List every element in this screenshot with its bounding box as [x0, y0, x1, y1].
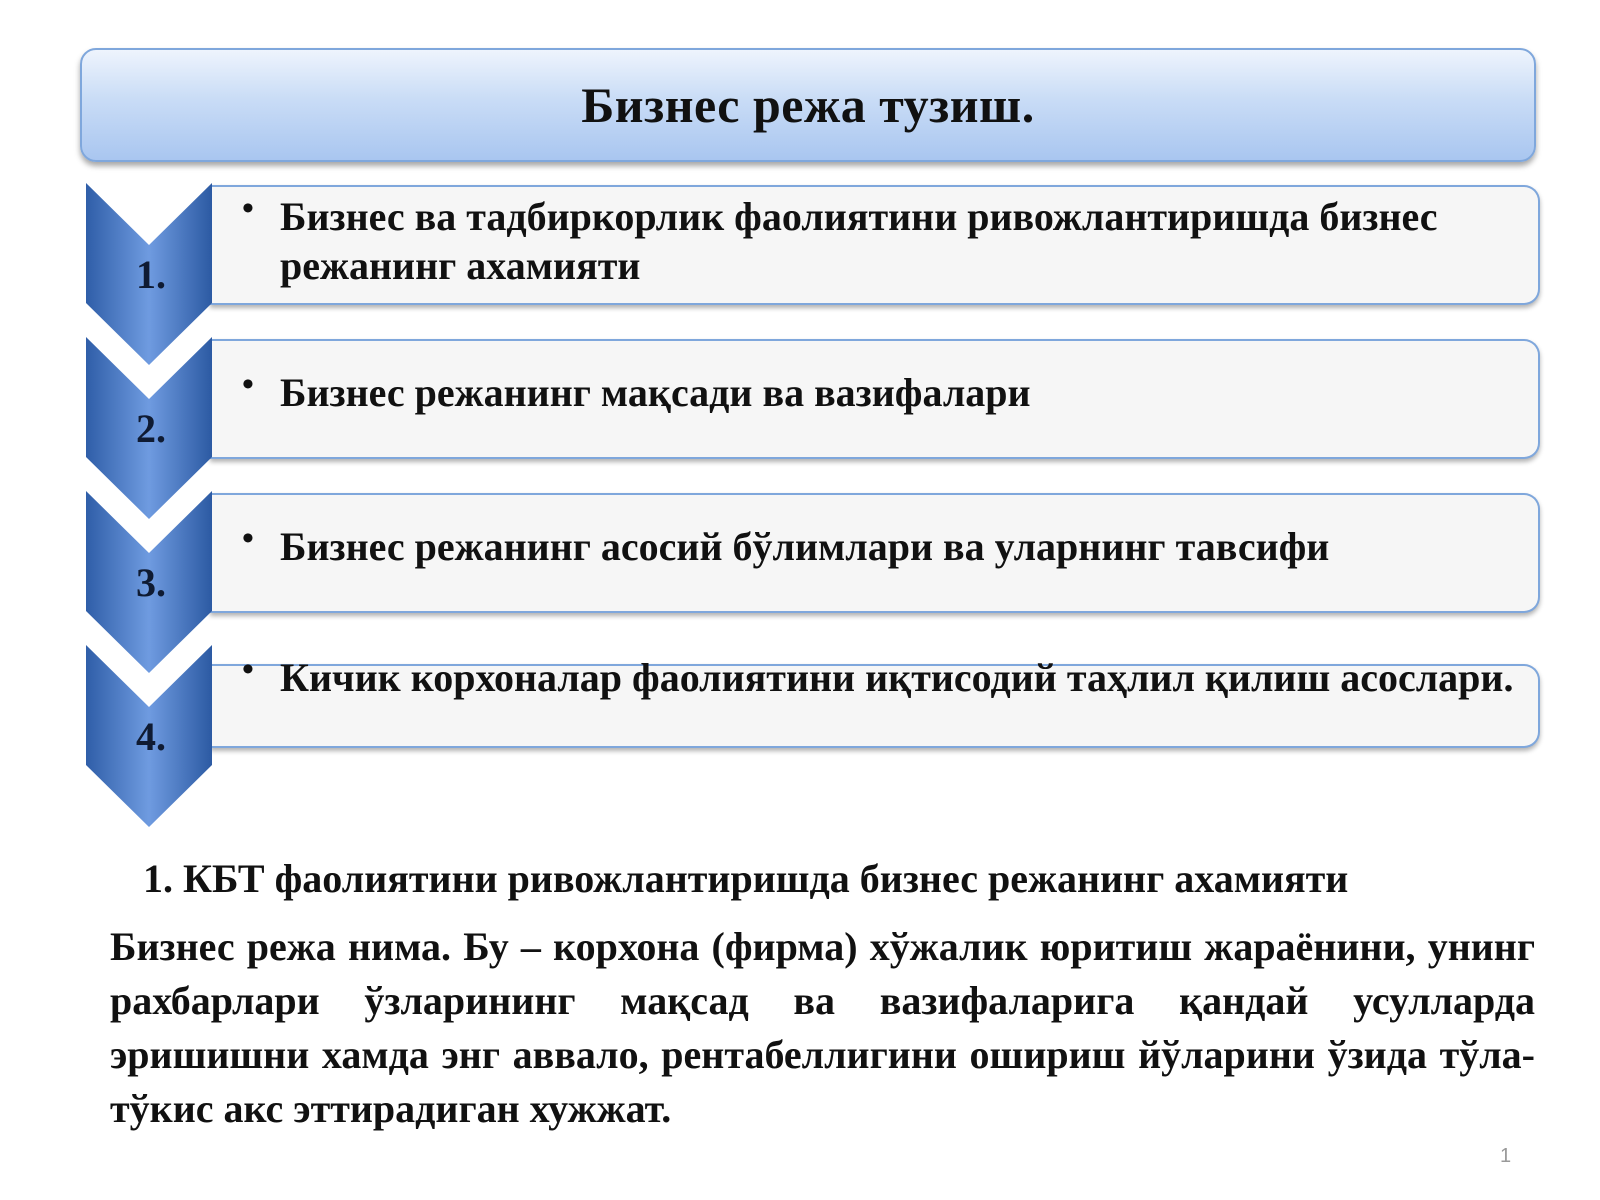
section-heading: 1. КБТ фаолиятини ривожлантиришда бизнес режанинг ахамияти — [143, 856, 1349, 901]
bullet-3: • — [242, 520, 254, 557]
title-banner — [80, 48, 1536, 162]
bullet-1: • — [242, 190, 254, 227]
chevron-marker-4 — [86, 645, 216, 827]
item-number-4: 4. — [136, 714, 166, 759]
item-text-3: Бизнес режанинг асосий бўлимлари ва уларнинг тавсифи — [280, 524, 1330, 569]
bullet-2: • — [242, 366, 254, 403]
page-number: 1 — [1500, 1145, 1512, 1167]
item-number-3: 3. — [136, 560, 166, 605]
item-number-1: 1. — [136, 252, 166, 297]
item-text-4: Кичик корхоналар фаолиятини иқтисодий таҳлил қилиш асослари. — [280, 655, 1514, 700]
item-text-1: Бизнес ва тадбиркорлик фаолиятини ривожлантиришда бизнес режанинг ахамияти — [280, 194, 1438, 288]
bullet-4: • — [242, 651, 254, 688]
body-paragraph: Бизнес режа нима. Бу – корхона (фирма) хўжалик юритиш жараёнини, унинг рахбарлари ўзларининг мақсад ва вазифаларига қандай усулларда эришишни хамда энг аввало, рентабеллигини ошириш йўларини ўзида тўла-тўкис акс эттирадиган хужжат. — [110, 924, 1535, 1131]
item-number-2: 2. — [136, 406, 166, 451]
slide-title: Бизнес режа тузиш. — [581, 77, 1035, 133]
item-text-2: Бизнес режанинг мақсади ва вазифалари — [280, 370, 1031, 415]
